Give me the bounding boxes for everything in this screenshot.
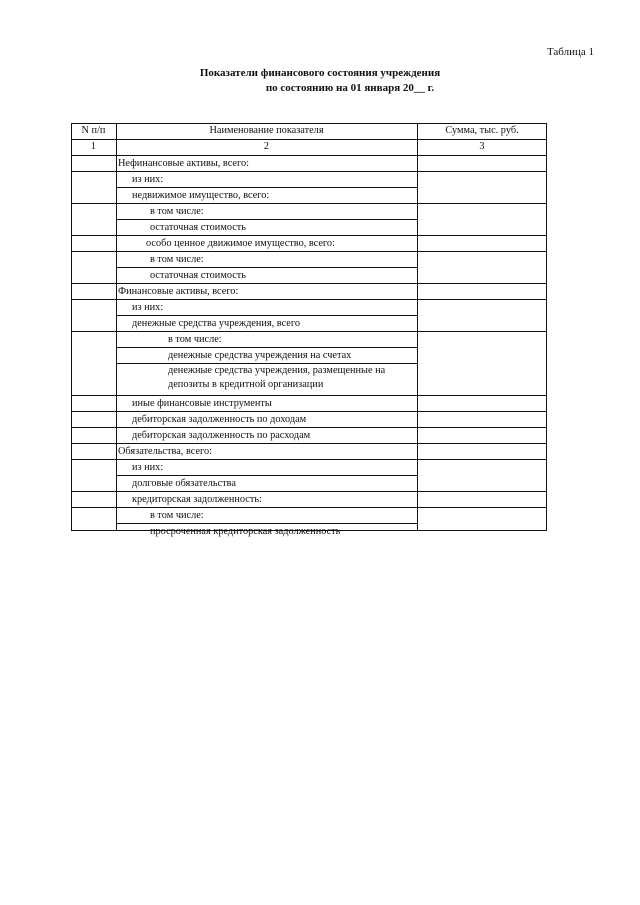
indicator-row-label: долговые обязательства (132, 478, 236, 489)
header-no: N п/п (81, 125, 106, 136)
indicator-row-label: в том числе: (150, 254, 204, 265)
colnum-1: 1 (90, 141, 97, 152)
indicator-row-label: недвижимое имущество, всего: (132, 190, 270, 201)
indicator-row-label: Нефинансовые активы, всего: (118, 158, 249, 169)
title-line-1: Показатели финансового состояния учреждения (199, 67, 441, 79)
table-border-left (71, 123, 72, 531)
colnum-2: 2 (263, 141, 270, 152)
indicator-row-label: дебиторская задолженность по доходам (132, 414, 307, 425)
indicator-row-label: просроченная кредиторская задолженность (150, 526, 341, 537)
indicator-row-label: кредиторская задолженность: (132, 494, 262, 505)
indicator-row-label: из них: (132, 462, 164, 473)
indicator-row-label: остаточная стоимость (150, 222, 247, 233)
column-divider-2 (417, 123, 418, 531)
table-border-right (546, 123, 547, 531)
indicator-row-label: особо ценное движимое имущество, всего: (146, 238, 335, 249)
indicator-row-label: денежные средства учреждения, размещенные на депозиты в кредитной организации (168, 365, 386, 390)
table-number-label: Таблица 1 (546, 46, 594, 58)
indicator-row-label: из них: (132, 174, 164, 185)
indicator-row-label: в том числе: (150, 510, 204, 521)
indicator-row-label: из них: (132, 302, 164, 313)
document-title (0, 66, 640, 96)
indicator-row-label: Финансовые активы, всего: (118, 286, 239, 297)
indicator-row-label: остаточная стоимость (150, 270, 247, 281)
indicator-row-label: в том числе: (168, 334, 222, 345)
colnum-3: 3 (479, 141, 485, 152)
title-line-2: по состоянию на 01 января 20__ г. (265, 82, 435, 94)
header-name: Наименование показателя (209, 125, 324, 136)
indicator-row-label: в том числе: (150, 206, 204, 217)
indicator-row-label: денежные средства учреждения на счетах (168, 350, 352, 361)
indicators-table (71, 123, 547, 537)
indicator-row-label: денежные средства учреждения, всего (132, 318, 300, 329)
indicator-row-label: иные финансовые инструменты (132, 398, 272, 409)
indicator-row-label: Обязательства, всего: (118, 446, 212, 457)
indicator-row-label: дебиторская задолженность по расходам (132, 430, 311, 441)
header-sum: Сумма, тыс. руб. (445, 125, 519, 136)
column-divider-1 (116, 123, 117, 531)
